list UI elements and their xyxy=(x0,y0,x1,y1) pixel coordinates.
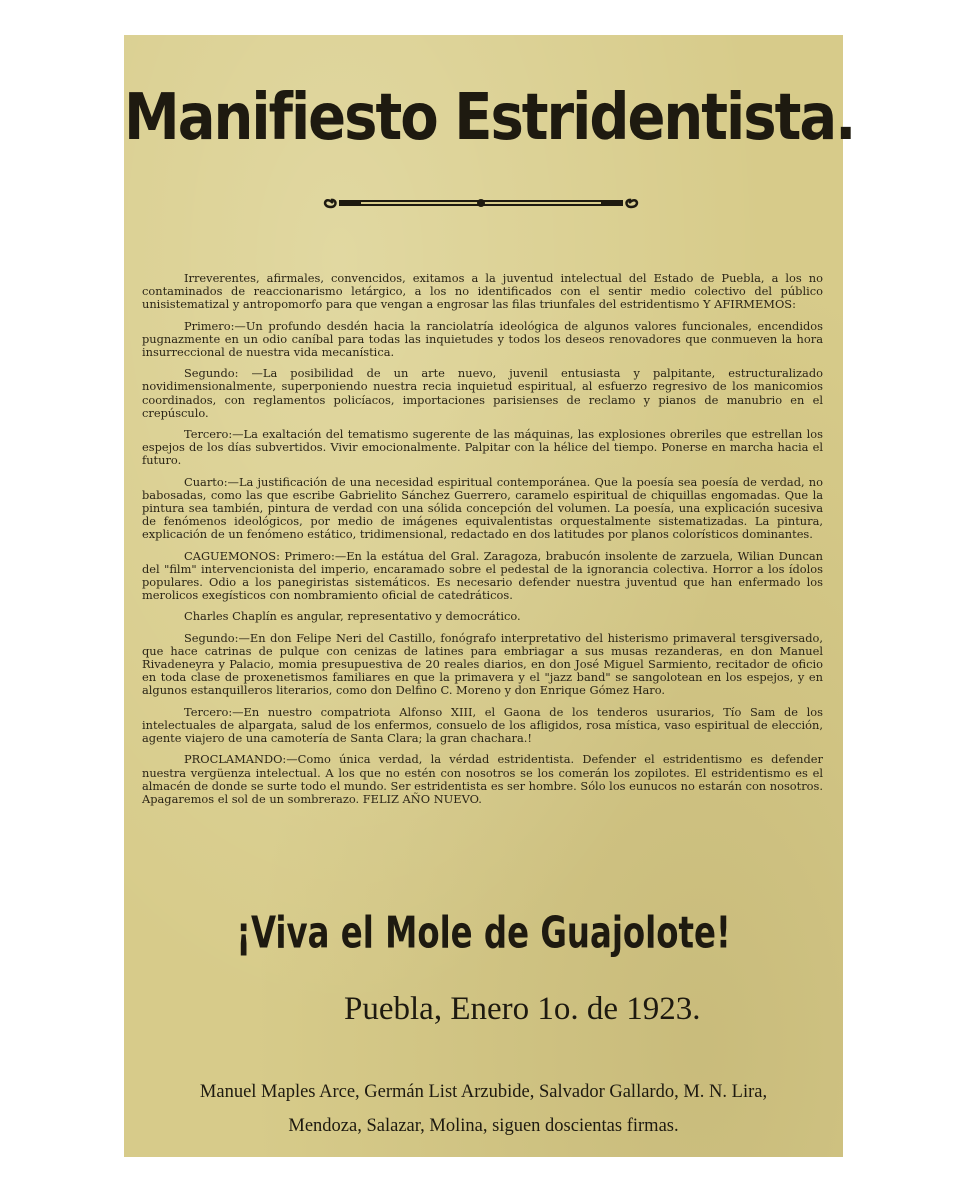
signatories xyxy=(124,1075,843,1143)
paragraph-intro: Irreverentes, afirmales, convencidos, exitamos a la juventud intelectual del Estado de Puebla, a los no contaminados de reaccionarismo letárgico, a los no identificados con el sentir medio colectivo del público unisistematizal y antropomorfo para que vengan a engrosar las filas triunfales del estridentismo Y AFIRMEMOS: xyxy=(142,271,823,312)
paragraph-segundo: Segundo: —La posibilidad de un arte nuevo, juvenil entusiasta y palpitante, estructuralizado novidimensionalmente, superponiendo nuestra recia inquietud espiritual, al esfuerzo regresivo de los manicomios coordinados, con reglamentos policíacos, importaciones parisienses de reclamo y pianos de manubrio en el crepúsculo. xyxy=(142,366,823,420)
paragraph-segundo-b: Segundo:—En don Felipe Neri del Castillo, fonógrafo interpretativo del histerismo primaveral tersgiversado, que hace catrinas de pulque con cenizas de latines para embriagar a sus musas rezanderas, en don Manuel Rivadeneyra y Palacio, momia presupuestiva de 20 reales diarios, en don José Miguel Sarmiento, recitador de oficio en toda clase de proxenetismos familiares en que la primavera y el "jazz band" se sangolotean en los espejos, y en algunos estanquilleros literarios, como don Delfino C. Moreno y don Enrique Gómez Haro. xyxy=(142,630,823,698)
place-date: Puebla, Enero 1o. de 1923. xyxy=(344,991,701,1027)
signers-line-1: Manuel Maples Arce, Germán List Arzubide, Salvador Gallardo, M. N. Lira, xyxy=(199,1082,768,1102)
document-title: Manifiesto Estridentista. xyxy=(124,80,855,155)
paragraph-chaplin: Charles Chaplín es angular, representativo y democrático. xyxy=(184,609,521,624)
ornamental-divider-icon xyxy=(321,193,641,213)
manifesto-sheet xyxy=(124,35,855,1157)
manifesto-body xyxy=(142,272,823,814)
paragraph-proclamando: PROCLAMANDO:—Como única verdad, la vérdad estridentista. Defender el estridentismo es defender nuestra vergüenza intelectual. A los que no estén con nosotros se los comerán los zopilotes. El estridentismo es el almacén de donde se surte todo el mundo. Ser estridentista es ser hombre. Sólo los eunucos no estarán con nosotros. Apagaremos el sol de un sombrerazo. FELIZ AÑO NUEVO. xyxy=(142,752,824,806)
paragraph-primero: Primero:—Un profundo desdén hacia la ranciolatría ideológica de algunos valores funcionales, encendidos pugnazmente en un odio caníbal para todas las inquietudes y todos los deseos renovadores que conmueven la hora insurreccional de nuestra vida mecanística. xyxy=(142,318,823,360)
paragraph-cuarto: Cuarto:—La justificación de una necesidad espiritual contemporánea. Que la poesía sea poesía de verdad, no babosadas, como las que escribe Gabrielito Sánchez Guerrero, caramelo espiritual de chiquillas engomadas. Que la pintura sea también, pintura de verdad con una sólida concepción del volumen. La poesía, una explicación sucesiva de fenómenos ideológicos, por medio de imágenes equivalentistas orquestalmente sistematizadas. La pintura, explicación de un fenómeno estático, tridimensional, redactado en dos latitudes por planos colorísticos dominantes. xyxy=(142,474,823,542)
slogan-heading: ¡Viva el Mole de Guajolote! xyxy=(236,908,731,959)
paragraph-tercero-b: Tercero:—En nuestro compatriota Alfonso XIII, el Gaona de los tenderos usurarios, Tío Sam de los intelectuales de alpargata, salud de los enfermos, consuelo de los afligidos, rosa mística, vaso espiritual de elección, agente viajero de una camotería de Santa Clara; la gran chachara.! xyxy=(142,704,823,746)
signers-line-2: Mendoza, Salazar, Molina, siguen doscientas firmas. xyxy=(288,1116,679,1136)
paragraph-tercero: Tercero:—La exaltación del tematismo sugerente de las máquinas, las explosiones obreriles que estrellan los espejos de los días subvertidos. Vivir emocionalmente. Palpitar con la hélice del tiempo. Ponerse en marcha hacia el futuro. xyxy=(142,427,823,468)
paragraph-caguemonos: CAGUEMONOS: Primero:—En la estátua del Gral. Zaragoza, brabucón insolente de zarzuela, Wilian Duncan del "film" intervencionista del imperio, encaramado sobre el pedestal de la ignorancia colectiva. Horror a los ídolos populares. Odio a los panegiristas sistemáticos. Es necesario defender nuestra juventud que han enfermado los merolicos exegísticos con nombramiento oficial de catedráticos. xyxy=(142,548,823,603)
